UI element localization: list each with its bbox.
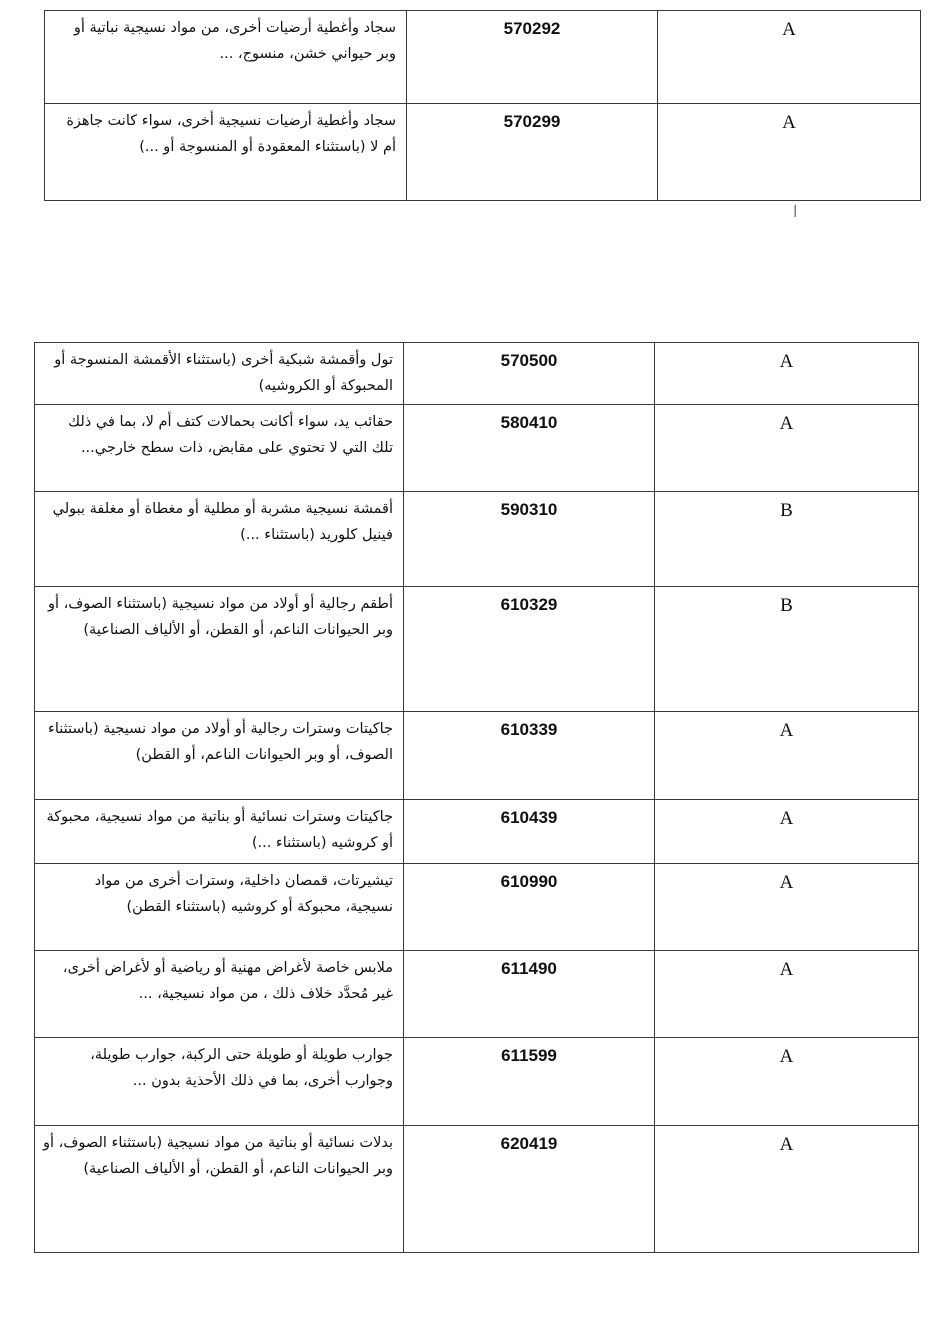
code-cell: 590310 <box>404 492 655 587</box>
description-cell: سجاد وأغطية أرضيات أخرى، من مواد نسيجية نباتية أو وبر حيواني خشن، منسوج، ... <box>45 11 407 104</box>
description-cell: أطقم رجالية أو أولاد من مواد نسيجية (باستثناء الصوف، أو وبر الحيوانات الناعم، أو القطن، أو الألياف الصناعية) <box>35 587 404 712</box>
category-cell: A <box>658 104 921 201</box>
category-cell: A <box>655 1038 919 1126</box>
description-cell: بدلات نسائية أو بناتية من مواد نسيجية (باستثناء الصوف، أو وبر الحيوانات الناعم، أو القطن، أو الألياف الصناعية) <box>35 1126 404 1253</box>
code-cell: 570299 <box>407 104 658 201</box>
table-row <box>35 343 919 405</box>
description-cell: حقائب يد، سواء أكانت بحمالات كتف أم لا، بما في ذلك تلك التي لا تحتوي على مقابض، ذات سطح خارجي... <box>35 405 404 492</box>
category-cell: B <box>655 492 919 587</box>
description-cell: جوارب طويلة أو طويلة حتى الركبة، جوارب طويلة، وجوارب أخرى، بما في ذلك الأحذية بدون ... <box>35 1038 404 1126</box>
category-cell: A <box>655 1126 919 1253</box>
category-cell: A <box>655 405 919 492</box>
category-cell: A <box>655 800 919 864</box>
code-cell: 610329 <box>404 587 655 712</box>
code-cell: 620419 <box>404 1126 655 1253</box>
tariff-table-bottom <box>34 342 919 1253</box>
table-row <box>35 1126 919 1253</box>
code-cell: 611599 <box>404 1038 655 1126</box>
table-row <box>35 492 919 587</box>
code-cell: 610439 <box>404 800 655 864</box>
category-cell: A <box>655 864 919 951</box>
tariff-table-top <box>44 10 921 201</box>
description-cell: جاكيتات وسترات نسائية أو بناتية من مواد نسيجية، محبوكة أو كروشيه (باستثناء ...) <box>35 800 404 864</box>
table-row <box>45 11 921 104</box>
code-cell: 580410 <box>404 405 655 492</box>
description-cell: جاكيتات وسترات رجالية أو أولاد من مواد نسيجية (باستثناء الصوف، أو وبر الحيوانات الناعم، أو القطن) <box>35 712 404 800</box>
code-cell: 570500 <box>404 343 655 405</box>
table-row <box>35 800 919 864</box>
category-cell: A <box>655 951 919 1038</box>
table-row <box>35 587 919 712</box>
category-cell: A <box>655 343 919 405</box>
table-row <box>35 1038 919 1126</box>
description-cell: أقمشة نسيجية مشربة أو مطلية أو مغطاة أو مغلفة ببولي فينيل كلوريد (باستثناء ...) <box>35 492 404 587</box>
code-cell: 570292 <box>407 11 658 104</box>
table-row <box>35 864 919 951</box>
description-cell: ملابس خاصة لأغراض مهنية أو رياضية أو لأغراض أخرى، غير مُحدَّد خلاف ذلك ، من مواد نسيجية، ... <box>35 951 404 1038</box>
table-row <box>35 712 919 800</box>
description-cell: سجاد وأغطية أرضيات نسيجية أخرى، سواء كانت جاهزة أم لا (باستثناء المعقودة أو المنسوجة أو ...) <box>45 104 407 201</box>
category-cell: B <box>655 587 919 712</box>
category-cell: A <box>655 712 919 800</box>
description-cell: تيشيرتات، قمصان داخلية، وسترات أخرى من مواد نسيجية، محبوكة أو كروشيه (باستثناء القطن) <box>35 864 404 951</box>
code-cell: 610339 <box>404 712 655 800</box>
code-cell: 611490 <box>404 951 655 1038</box>
category-cell: A <box>658 11 921 104</box>
description-cell: تول وأقمشة شبكية أخرى (باستثناء الأقمشة المنسوجة أو المحبوكة أو الكروشيه) <box>35 343 404 405</box>
table-row <box>35 951 919 1038</box>
table-row <box>35 405 919 492</box>
stray-mark: ا <box>793 204 798 221</box>
code-cell: 610990 <box>404 864 655 951</box>
table-row <box>45 104 921 201</box>
